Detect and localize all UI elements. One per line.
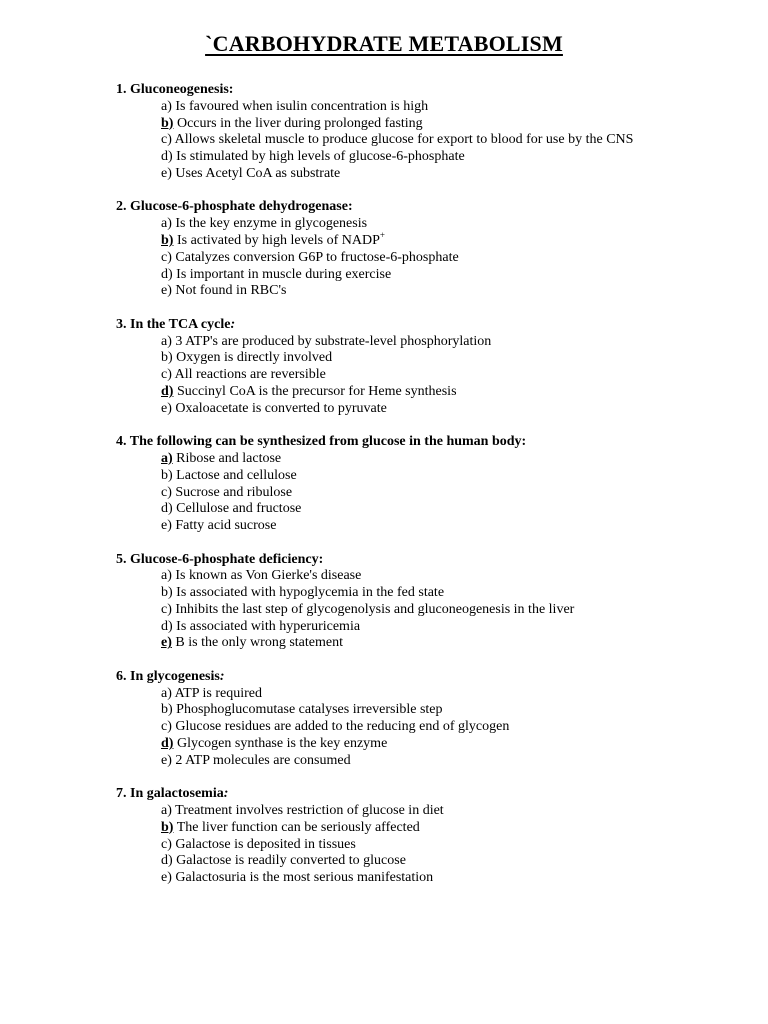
option-item — [161, 384, 736, 401]
option-item — [161, 149, 736, 166]
option-text: Is activated by high levels of NADP — [176, 232, 380, 248]
option-text: Galactosuria is the most serious manifestation — [175, 870, 434, 886]
option-item — [161, 619, 736, 636]
option-text: Inhibits the last step of glycogenolysis and gluconeogenesis in the liver — [175, 601, 575, 617]
question-colon: : — [228, 82, 234, 97]
option-letter: c) — [161, 132, 172, 148]
question-number: 6. — [116, 668, 127, 684]
option-list — [116, 334, 736, 418]
question-number: 5. — [116, 551, 127, 567]
option-text: Lactose and cellulose — [176, 467, 297, 483]
question-heading — [116, 434, 736, 451]
option-letter: b) — [161, 702, 173, 718]
option-text: 2 ATP molecules are consumed — [175, 752, 351, 768]
question-text: In glycogenesis — [130, 668, 220, 684]
option-letter: d) — [161, 266, 173, 282]
question-colon: : — [223, 786, 229, 802]
marked-answer-letter: e) — [161, 635, 172, 651]
option-item — [161, 602, 736, 619]
option-letter: a) — [161, 803, 172, 819]
option-text: Is stimulated by high levels of glucose-6-phosphate — [176, 149, 465, 165]
question-block — [116, 199, 736, 300]
option-letter: d) — [161, 501, 173, 517]
option-letter: a) — [161, 216, 172, 232]
question-text: In galactosemia — [130, 786, 224, 802]
option-text: Not found in RBC's — [175, 283, 287, 299]
option-text: Sucrose and ribulose — [175, 484, 293, 500]
option-text: Is the key enzyme in glycogenesis — [175, 216, 368, 232]
option-letter: a) — [161, 685, 172, 701]
document-title: `CARBOHYDRATE METABOLISM — [205, 31, 563, 56]
option-text: Ribose and lactose — [176, 450, 282, 466]
question-heading — [116, 786, 736, 803]
option-text: Cellulose and fructose — [176, 501, 302, 517]
option-text: Galactose is readily converted to glucose — [176, 853, 406, 869]
question-colon: : — [318, 551, 324, 567]
question-heading — [116, 669, 736, 686]
option-letter: a) — [161, 98, 172, 114]
option-text: Catalyzes conversion G6P to fructose-6-phosphate — [175, 249, 459, 265]
option-text: B is the only wrong statement — [175, 635, 343, 651]
option-item — [161, 367, 736, 384]
question-number: 3. — [116, 316, 127, 332]
option-text: 3 ATP's are produced by substrate-level phosphorylation — [175, 333, 492, 349]
question-heading — [116, 317, 736, 334]
option-item — [161, 635, 736, 652]
question-text: Gluconeogenesis — [130, 82, 229, 97]
option-letter: c) — [161, 719, 172, 735]
question-colon: : — [521, 434, 527, 450]
option-item — [161, 229, 736, 250]
option-item — [161, 350, 736, 367]
option-letter: b) — [161, 585, 173, 601]
question-text: The following can be synthesized from glucose in the human body — [129, 434, 522, 450]
option-text: The liver function can be seriously affected — [176, 819, 420, 835]
option-text: Allows skeletal muscle to produce glucose for export to blood for use by the CNS — [174, 132, 634, 148]
option-item — [161, 485, 736, 502]
option-item — [161, 870, 736, 887]
question-colon: : — [230, 316, 236, 332]
option-item — [161, 736, 736, 753]
option-item — [161, 250, 736, 267]
option-text: ATP is required — [174, 685, 262, 701]
question-text: Glucose-6-phosphate dehydrogenase — [130, 199, 348, 215]
option-letter: e) — [161, 400, 172, 416]
option-letter: e) — [161, 870, 172, 886]
option-text: Is associated with hyperuricemia — [176, 618, 361, 634]
option-item — [161, 166, 736, 183]
option-letter: e) — [161, 752, 172, 768]
question-number: 1. — [116, 82, 127, 97]
option-list — [116, 451, 736, 535]
option-letter: a) — [161, 568, 172, 584]
question-heading — [116, 82, 736, 99]
option-item — [161, 468, 736, 485]
option-text: Phosphoglucomutase catalyses irreversible step — [176, 702, 443, 718]
option-item — [161, 451, 736, 468]
question-heading — [116, 552, 736, 569]
marked-answer-letter: a) — [161, 450, 173, 466]
option-text: All reactions are reversible — [174, 367, 326, 383]
option-item — [161, 853, 736, 870]
option-item — [161, 719, 736, 736]
marked-answer-letter: b) — [161, 115, 174, 131]
marked-answer-letter: b) — [161, 819, 174, 835]
marked-answer-letter: b) — [161, 232, 174, 248]
option-item — [161, 401, 736, 418]
option-item — [161, 585, 736, 602]
option-item — [161, 820, 736, 837]
option-text: Oxaloacetate is converted to pyruvate — [175, 400, 387, 416]
option-text: Is important in muscle during exercise — [176, 266, 392, 282]
option-text: Is favoured when isulin concentration is high — [175, 98, 429, 114]
option-text: Treatment involves restriction of glucose in diet — [175, 803, 444, 819]
option-item — [161, 568, 736, 585]
question-block — [116, 317, 736, 418]
option-letter: b) — [161, 467, 173, 483]
option-letter: e) — [161, 165, 172, 181]
question-block — [116, 82, 736, 183]
option-text: Succinyl CoA is the precursor for Heme synthesis — [176, 383, 457, 399]
option-letter: c) — [161, 601, 172, 617]
question-text: Glucose-6-phosphate deficiency — [130, 551, 319, 567]
option-item — [161, 283, 736, 300]
option-list — [116, 568, 736, 652]
option-text: Galactose is deposited in tissues — [175, 836, 356, 852]
question-heading — [116, 199, 736, 216]
option-letter: e) — [161, 283, 172, 299]
option-text: Fatty acid sucrose — [175, 518, 277, 534]
option-letter: c) — [161, 836, 172, 852]
option-letter: e) — [161, 518, 172, 534]
option-item — [161, 99, 736, 116]
marked-answer-letter: d) — [161, 736, 174, 752]
option-text: Oxygen is directly involved — [176, 350, 333, 366]
question-block — [116, 434, 736, 535]
option-text: Is known as Von Gierke's disease — [175, 568, 362, 584]
option-item — [161, 837, 736, 854]
option-letter: c) — [161, 367, 172, 383]
option-item — [161, 753, 736, 770]
option-text: Is associated with hypoglycemia in the fed state — [176, 585, 445, 601]
option-letter: a) — [161, 333, 172, 349]
option-letter: c) — [161, 249, 172, 265]
question-block — [116, 552, 736, 653]
question-number: 2. — [116, 199, 127, 215]
question-colon: : — [219, 668, 225, 684]
option-item — [161, 334, 736, 351]
option-text: Glucose residues are added to the reducing end of glycogen — [175, 719, 510, 735]
option-item — [161, 702, 736, 719]
option-text: Uses Acetyl CoA as substrate — [175, 165, 341, 181]
option-letter: b) — [161, 350, 173, 366]
option-letter: d) — [161, 618, 173, 634]
option-text: Occurs in the liver during prolonged fasting — [176, 115, 423, 131]
option-item — [161, 518, 736, 535]
question-colon: : — [347, 199, 353, 215]
option-letter: d) — [161, 149, 173, 165]
question-number: 4. — [116, 434, 127, 450]
superscript: + — [379, 229, 385, 240]
option-list — [116, 803, 736, 887]
option-item — [161, 501, 736, 518]
option-item — [161, 116, 736, 133]
question-list — [116, 82, 736, 904]
option-item — [161, 216, 736, 233]
question-block — [116, 669, 736, 770]
option-letter: d) — [161, 853, 173, 869]
option-item — [161, 267, 736, 284]
marked-answer-letter: d) — [161, 383, 174, 399]
option-letter: c) — [161, 484, 172, 500]
question-block — [116, 786, 736, 887]
option-text: Glycogen synthase is the key enzyme — [176, 736, 388, 752]
option-item — [161, 686, 736, 703]
question-number: 7. — [116, 786, 127, 802]
question-text: In the TCA cycle — [130, 316, 231, 332]
option-item — [161, 132, 736, 149]
option-item — [161, 803, 736, 820]
option-list — [116, 99, 736, 183]
option-list — [116, 216, 736, 300]
option-list — [116, 686, 736, 770]
